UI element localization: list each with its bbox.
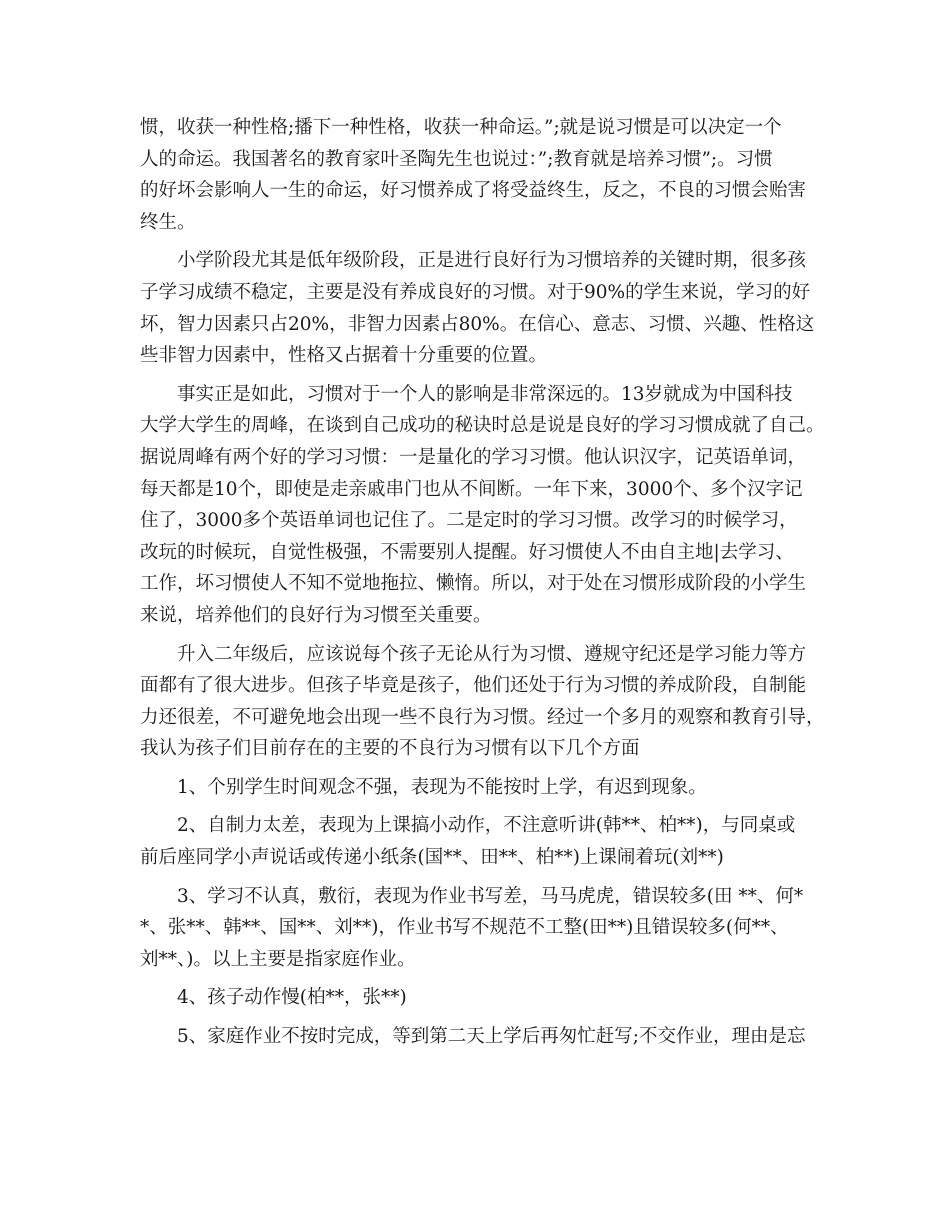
- list-item-1: [140, 772, 830, 804]
- text-line: 1、个别学生时间观念不强，表现为不能按时上学，有迟到现象。: [140, 776, 707, 798]
- text-line: 升入二年级后，应该说每个孩子无论从行为习惯、遵规守纪还是学习能力等方: [140, 643, 807, 665]
- text-line: 人的命运。我国著名的教育家叶圣陶先生也说过：”;教育就是培养习惯”;。习惯: [140, 148, 773, 170]
- text-line: 子学习成绩不稳定，主要是没有养成良好的习惯。对于90%的学生来说，学习的好: [140, 281, 811, 303]
- text-line: 的好坏会影响人一生的命运，好习惯养成了将受益终生，反之，不良的习惯会贻害: [140, 180, 807, 202]
- text-line: 每天都是10个，即使是走亲戚串门也从不间断。一年下来，3000个、多个汉字记: [140, 478, 803, 500]
- text-line: 工作，坏习惯使人不知不觉地拖拉、懒惰。所以，对于处在习惯形成阶段的小学生: [140, 573, 807, 595]
- text-line: 坏，智力因素只占20%，非智力因素占80%。在信心、意志、习惯、兴趣、性格这: [140, 313, 815, 335]
- paragraph-primary-stage: [140, 245, 830, 371]
- text-line: 3、学习不认真，敷衍，表现为作业书写差，马马虎虎，错误较多(田 **、何*: [140, 885, 804, 907]
- text-line: 事实正是如此，习惯对于一个人的影响是非常深远的。13岁就成为中国科技: [140, 383, 793, 405]
- text-line: 2、自制力太差，表现为上课搞小动作，不注意听讲(韩**、柏**)，与同桌或: [140, 815, 796, 837]
- text-line: 住了，3000多个英语单词也记住了。二是定时的学习习惯。改学习的时候学习，: [140, 510, 798, 532]
- paragraph-grade-two: [140, 639, 830, 765]
- text-line: 大学大学生的周峰，在谈到自己成功的秘诀时总是说是良好的学习习惯成就了自己。: [140, 415, 825, 437]
- text-line: 前后座同学小声说话或传递小纸条(国**、田**、柏**)上课闹着玩(刘**): [140, 847, 724, 869]
- paragraph-intro: [140, 112, 830, 238]
- text-line: 力还很差，不可避免地会出现一些不良行为习惯。经过一个多月的观察和教育引导，: [140, 706, 825, 728]
- text-line: 据说周峰有两个好的学习习惯：一是量化的学习习惯。他认识汉字，记英语单词，: [140, 446, 807, 468]
- text-line: 改玩的时候玩，自觉性极强，不需要别人提醒。好习惯使人不由自主地|去学习、: [140, 541, 794, 563]
- text-line: 我认为孩子们目前存在的主要的不良行为习惯有以下几个方面: [140, 738, 640, 760]
- text-line: 终生。: [140, 211, 196, 233]
- list-item-4: [140, 982, 830, 1014]
- paragraph-zhou-feng: [140, 379, 830, 632]
- text-line: 面都有了很大进步。但孩子毕竟是孩子，他们还处于行为习惯的养成阶段，自制能: [140, 675, 807, 697]
- text-line: 刘**、)。以上主要是指家庭作业。: [140, 948, 416, 970]
- text-line: 惯，收获一种性格;播下一种性格，收获一种命运。”;就是说习惯是可以决定一个: [140, 117, 782, 138]
- document-page: [140, 112, 830, 1053]
- text-line: 小学阶段尤其是低年级阶段，正是进行良好行为习惯培养的关键时期，很多孩: [140, 250, 807, 272]
- text-line: 5、家庭作业不按时完成，等到第二天上学后再匆忙赶写;不交作业，理由是忘: [140, 1026, 806, 1048]
- text-line: 来说，培养他们的良好行为习惯至关重要。: [140, 604, 492, 626]
- list-item-3: [140, 881, 830, 976]
- text-line: 些非智力因素中，性格又占据着十分重要的位置。: [140, 345, 548, 367]
- list-item-2: [140, 810, 830, 873]
- text-line: 4、孩子动作慢(柏**，张**): [140, 987, 407, 1009]
- text-line: *、张**、韩**、国**、刘**)，作业书写不规范不工整(田**)且错误较多(何**、: [140, 917, 789, 939]
- list-item-5: [140, 1021, 830, 1053]
